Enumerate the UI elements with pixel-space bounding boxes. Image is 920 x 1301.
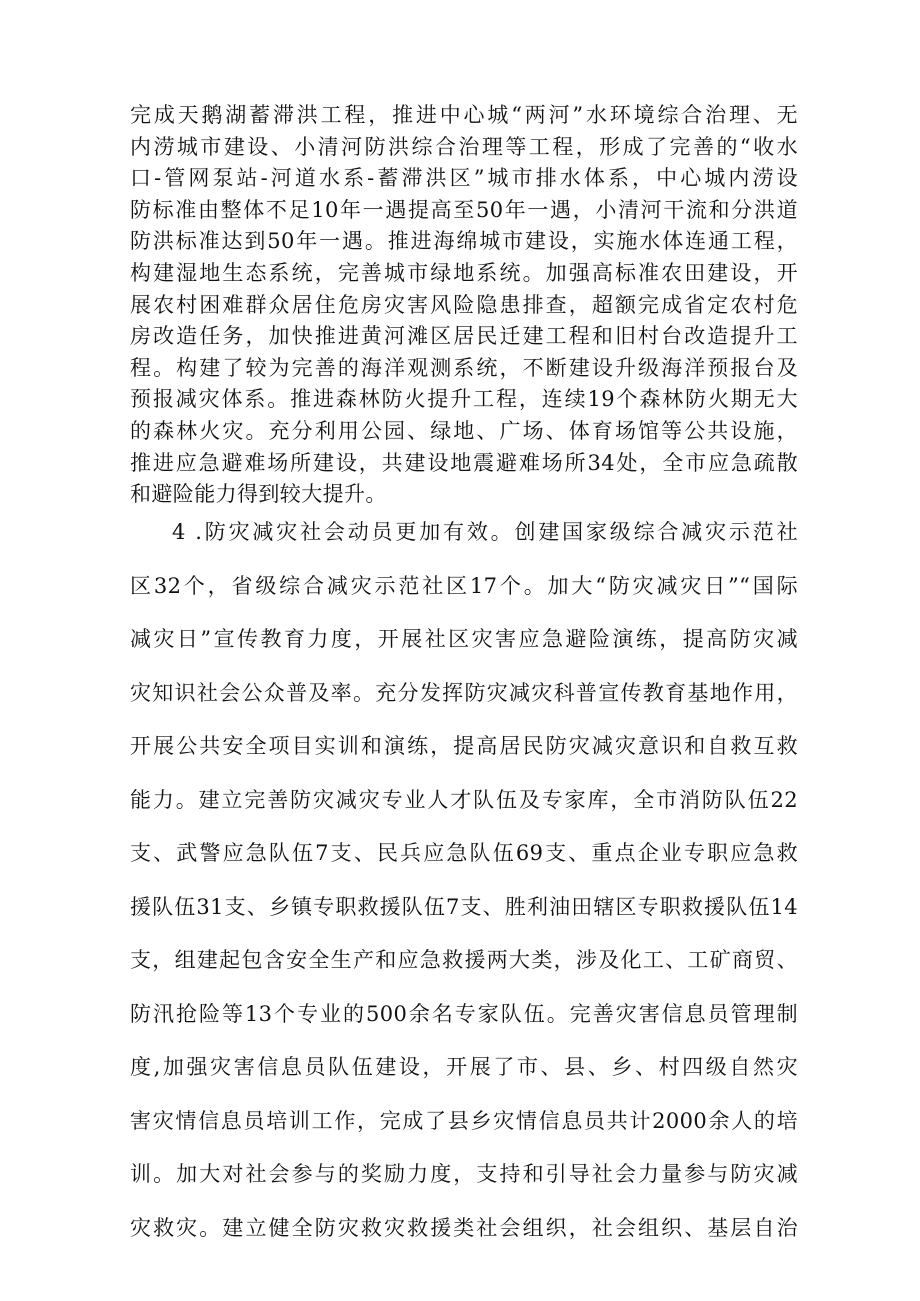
text-line: 内涝城市建设、小清河防洪综合治理等工程，形成了完善的“收水 [130,134,798,159]
text-line: 灾救灾。建立健全防灾救灾救援类社会组织，社会组织、基层自治 [130,1215,798,1240]
paragraph-4 [130,506,798,1255]
text-line: 的森林火灾。充分利用公园、绿地、广场、体育场馆等公共设施， [130,418,798,443]
text-line: 构建湿地生态系统，完善城市绿地系统。加强高标准农田建设，开 [130,260,798,285]
paragraph-continuation [130,100,798,511]
text-line: 和避险能力得到较大提升。 [130,482,387,507]
text-line: 程。构建了较为完善的海洋观测系统，不断建设升级海洋预报台及 [130,355,798,380]
text-line: 害灾情信息员培训工作，完成了县乡灾情信息员共计2000余人的培 [130,1108,798,1133]
text-line: 训。加大对社会参与的奖励力度，支持和引导社会力量参与防灾减 [130,1162,798,1186]
text-line: 防标准由整体不足10年一遇提高至50年一遇，小清河干流和分洪道 [130,197,798,222]
text-line: 能力。建立完善防灾减灾专业人才队伍及专家库，全市消防队伍22 [130,787,798,812]
text-line: 口-管网泵站-河道水系-蓄滞洪区”城市排水体系，中心城内涝设 [130,166,798,191]
text-line: 预报减灾体系。推进森林防火提升工程，连续19个森林防火期无大 [130,387,798,412]
text-line: 开展公共安全项目实训和演练，提高居民防灾减灾意识和自救互救 [130,734,798,758]
text-line: 援队伍31支、乡镇专职救援队伍7支、胜利油田辖区专职救援队伍14 [130,894,798,919]
text-line: 防汛抢险等13个专业的500余名专家队伍。完善灾害信息员管理制 [130,1001,798,1026]
text-line: 度,加强灾害信息员队伍建设，开展了市、县、乡、村四级自然灾 [130,1055,798,1079]
text-line: 支、武警应急队伍7支、民兵应急队伍69支、重点企业专职应急救 [130,841,798,865]
text-line: 推进应急避难场所建设，共建设地震避难场所34处，全市应急疏散 [130,450,798,475]
text-line: 减灾日”宣传教育力度，开展社区灾害应急避险演练，提高防灾减 [130,627,798,651]
text-line: 区32个，省级综合减灾示范社区17个。加大“防灾减灾日”“国际 [130,573,798,598]
text-line: 防洪标准达到50年一遇。推进海绵城市建设，实施水体连通工程， [130,229,798,254]
text-line: 支，组建起包含安全生产和应急救援两大类，涉及化工、工矿商贸、 [130,948,798,972]
text-line: 房改造任务，加快推进黄河滩区居民迁建工程和旧村台改造提升工 [130,324,798,349]
text-line: 完成天鹅湖蓄滞洪工程，推进中心城“两河”水环境综合治理、无 [130,103,798,127]
text-line: 展农村困难群众居住危房灾害风险隐患排查，超额完成省定农村危 [130,292,798,317]
paragraph-heading-line: 4 .防灾减灾社会动员更加有效。创建国家级综合减灾示范社 [172,520,798,544]
text-line: 灾知识社会公众普及率。充分发挥防灾减灾科普宣传教育基地作用， [130,680,798,705]
